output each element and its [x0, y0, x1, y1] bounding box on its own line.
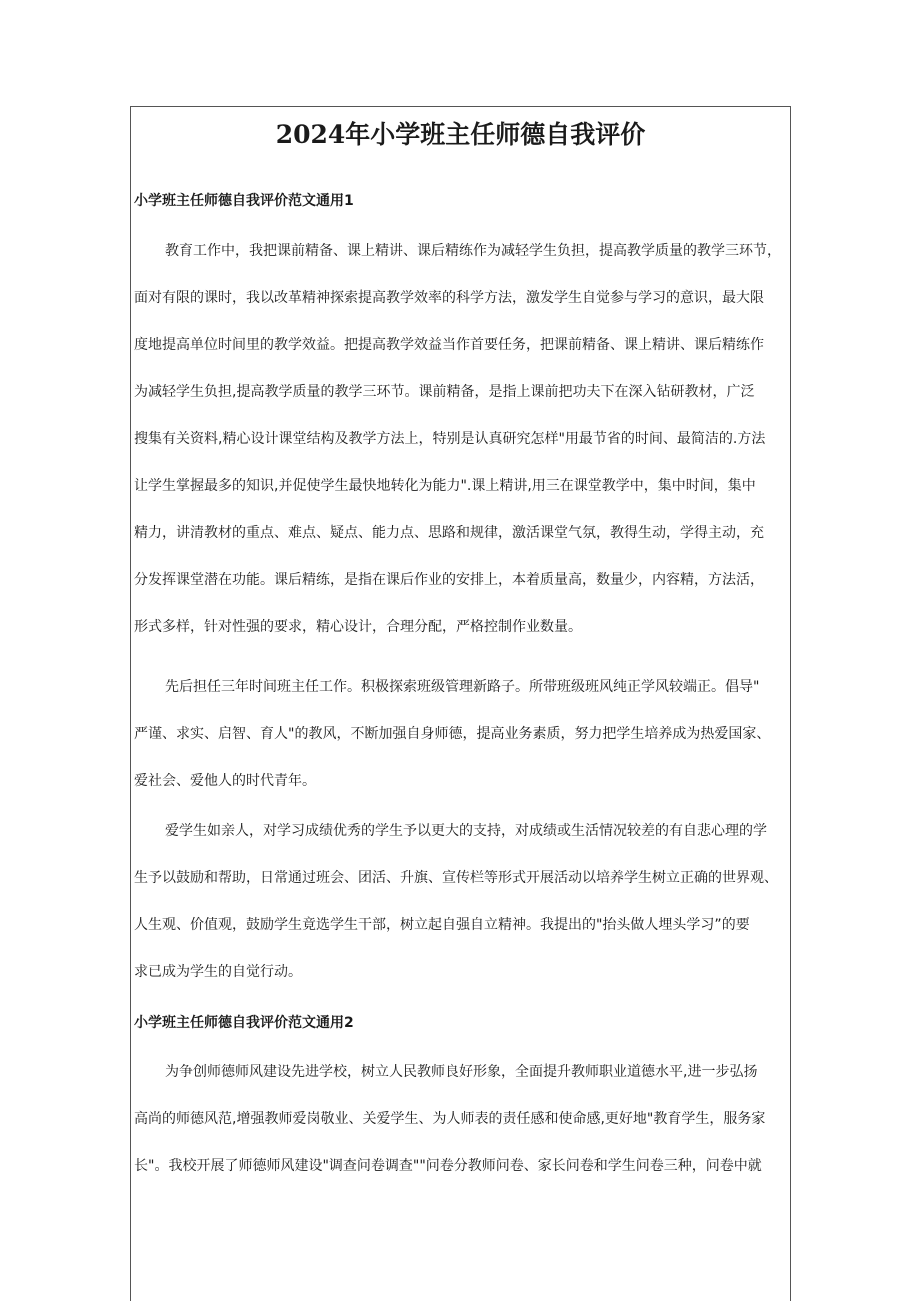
paragraph-line: 面对有限的课时，我以改革精神探索提高教学效率的科学方法，激发学生自觉参与学习的意识，最大限 [134, 290, 764, 306]
document-page [130, 106, 791, 1301]
paragraph-line: 严谨、求实、启智、育人"的教风，不断加强自身师德，提高业务素质，努力把学生培养成为热爱国家、 [134, 726, 771, 742]
paragraph-line: 分发挥课堂潜在功能。课后精练，是指在课后作业的安排上，本着质量高，数量少，内容精，方法活， [134, 572, 764, 588]
paragraph-line: 人生观、价值观，鼓励学生竟选学生干部，树立起自强自立精神。我提出的"抬头做人埋头学习”的要 [134, 917, 750, 933]
paragraph-line: 让学生掌握最多的知识,并促使学生最快地转化为能力".课上精讲,用三在课堂教学中，集中时间，集中 [134, 478, 756, 494]
document-title: 2024年小学班主任师德自我评价 [275, 120, 646, 149]
paragraph-line: 先后担任三年时间班主任工作。积极探索班级管理新路子。所带班级班风纯正学风较端正。倡导" [165, 679, 760, 695]
paragraph-line: 高尚的师德风范,增强教师爱岗敬业、关爱学生、为人师表的责任感和使命感,更好地"教育学生，服务家 [134, 1111, 766, 1127]
paragraph-line: 为争创师德师风建设先进学校，树立人民教师良好形象，全面提升教师职业道德水平,进一步弘扬 [165, 1064, 758, 1080]
paragraph-line: 长"。我校开展了师德师风建设"调查问卷调查""问卷分教师问卷、家长问卷和学生问卷三种，问卷中就 [134, 1158, 762, 1174]
paragraph [134, 1062, 789, 1176]
paragraph-line: 爱学生如亲人，对学习成绩优秀的学生予以更大的支持，对成绩或生活情况较差的有自悲心理的学 [165, 823, 767, 839]
paragraph-line: 求已成为学生的自觉行动。 [134, 964, 302, 980]
paragraph-line: 精力，讲清教材的重点、难点、疑点、能力点、思路和规律，激活课堂气氛，教得生动，学得主动，充 [134, 525, 764, 541]
paragraph-line: 度地提高单位时间里的教学效益。把提高教学效益当作首要任务，把课前精备、课上精讲、课后精练作 [134, 337, 764, 353]
paragraph-line: 为减轻学生负担,提高教学质量的教学三环节。课前精备，是指上课前把功夫下在深入钻研教材，广泛 [134, 384, 755, 400]
paragraph-line: 搜集有关资料,精心设计课堂结构及教学方法上，特别是认真研究怎样"用最节省的时间、最简洁的.方法 [134, 431, 766, 447]
paragraph-line: 教育工作中，我把课前精备、课上精讲、课后精练作为减轻学生负担，提高教学质量的教学三环节， [165, 243, 781, 259]
paragraph [134, 677, 789, 791]
paragraph-line: 形式多样，针对性强的要求，精心设计，合理分配，严格控制作业数量。 [134, 619, 582, 635]
paragraph-line: 爱社会、爱他人的时代青年。 [134, 773, 316, 789]
paragraph-line: 生予以鼓励和帮助，日常通过班会、团活、升旗、宣传栏等形式开展活动以培养学生树立正确的世界观、 [134, 870, 778, 886]
paragraph [134, 241, 789, 637]
section-heading-1: 小学班主任师德自我评价范文通用1 [134, 193, 354, 209]
paragraph [134, 821, 789, 982]
section-heading-2: 小学班主任师德自我评价范文通用2 [134, 1015, 354, 1031]
